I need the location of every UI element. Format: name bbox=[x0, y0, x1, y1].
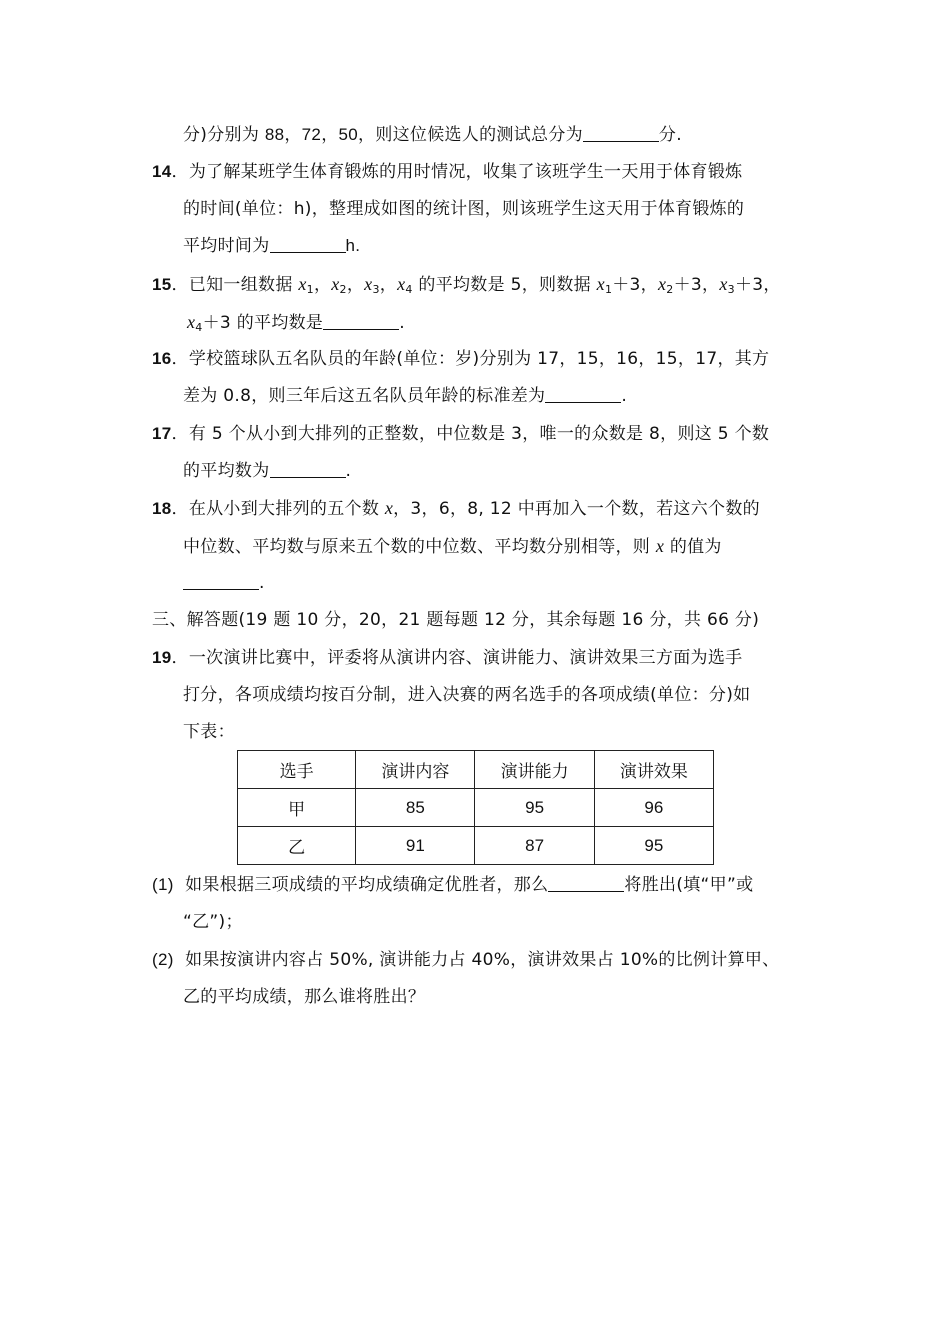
separator: ， bbox=[763, 275, 781, 295]
q16-answer-blank[interactable] bbox=[545, 384, 621, 403]
q18-line-1 bbox=[152, 495, 760, 522]
q18-answer-blank[interactable] bbox=[183, 571, 259, 590]
section-title-text: 三、解答题(19 题 10 分，20，21 题每题 12 分，其余每题 16 分，共 66 分) bbox=[152, 610, 760, 630]
variable-x: x bbox=[331, 274, 340, 294]
q14-unit: h. bbox=[345, 236, 361, 255]
section-3-title bbox=[152, 607, 759, 633]
q15-answer-blank[interactable] bbox=[323, 311, 399, 330]
q18-text: 中位数、平均数与原来五个数的中位数、平均数分别相等，则 bbox=[183, 537, 656, 557]
q18-text: ，3，6，8, 12 中再加入一个数，若这六个数的 bbox=[393, 499, 760, 519]
q19-part-2-line-1 bbox=[152, 947, 779, 973]
table-header-row bbox=[238, 751, 714, 789]
q16-text: 差为 0.8，则三年后这五名队员年龄的标准差为 bbox=[183, 386, 546, 406]
q19-p1-text: 将胜出(填“甲”或 bbox=[624, 875, 754, 895]
q18-line-3 bbox=[183, 570, 265, 596]
variable-x: x bbox=[719, 274, 728, 294]
q17-text: ．有 5 个从小到大排列的正整数，中位数是 3，唯一的众数是 8，则这 5 个数 bbox=[171, 424, 770, 444]
q19-text: ．一次演讲比赛中，评委将从演讲内容、演讲能力、演讲效果三方面为选手 bbox=[171, 648, 743, 668]
variable-x: x bbox=[655, 536, 665, 556]
q18-text: 的值为 bbox=[664, 537, 722, 557]
question-number: 18 bbox=[152, 499, 172, 518]
q19-line-2 bbox=[183, 682, 750, 708]
q14-answer-blank[interactable] bbox=[270, 234, 346, 253]
q13-answer-blank[interactable] bbox=[583, 123, 659, 142]
plus-three: ＋3 bbox=[734, 275, 764, 295]
q19-line-1 bbox=[152, 645, 742, 671]
table-cell: 85 bbox=[356, 789, 475, 827]
table-cell: 95 bbox=[475, 789, 594, 827]
table-header-cell: 选手 bbox=[238, 751, 356, 789]
subscript: 3 bbox=[372, 283, 380, 296]
subscript: 1 bbox=[604, 283, 613, 296]
table-cell: 乙 bbox=[238, 827, 356, 865]
q19-text: 下表： bbox=[183, 722, 235, 742]
period: . bbox=[259, 573, 265, 593]
subscript: 3 bbox=[727, 283, 735, 296]
table-cell: 96 bbox=[594, 789, 713, 827]
q17-line-2 bbox=[183, 458, 351, 484]
q18-text: ．在从小到大排列的五个数 bbox=[171, 499, 385, 519]
q19-p2-text: 乙的平均成绩，那么谁将胜出？ bbox=[183, 987, 426, 1007]
q14-text: ．为了解某班学生体育锻炼的用时情况，收集了该班学生一天用于体育锻炼 bbox=[171, 162, 743, 182]
q19-part-1-line-1 bbox=[152, 872, 753, 898]
q15-line-2 bbox=[187, 309, 405, 336]
separator: ， bbox=[379, 275, 398, 295]
q17-line-1 bbox=[152, 421, 769, 447]
q19-p2-text: 如果按演讲内容占 50%, 演讲能力占 40%，演讲效果占 10%的比例计算甲、 bbox=[185, 950, 780, 970]
q14-line-3 bbox=[183, 233, 360, 259]
q17-answer-blank[interactable] bbox=[270, 459, 346, 478]
score-table bbox=[237, 750, 714, 865]
separator: ， bbox=[640, 275, 658, 295]
table-header-cell: 演讲内容 bbox=[356, 751, 475, 789]
q14-text: 的时间(单位：h)，整理成如图的统计图，则该班学生这天用于体育锻炼的 bbox=[183, 199, 745, 219]
period: . bbox=[399, 313, 405, 333]
q13-tail-line bbox=[183, 122, 682, 148]
separator: ， bbox=[702, 275, 720, 295]
q19-part-2-line-2 bbox=[183, 984, 425, 1010]
q15-text: 的平均数是 5，则数据 bbox=[412, 275, 597, 295]
q14-line-2 bbox=[183, 196, 744, 222]
variable-x: x bbox=[298, 274, 307, 294]
subscript: 4 bbox=[195, 321, 203, 334]
q19-p1-text: 如果根据三项成绩的平均成绩确定优胜者，那么 bbox=[185, 875, 549, 895]
table-header-cell: 演讲能力 bbox=[475, 751, 594, 789]
q17-text: 的平均数为 bbox=[183, 461, 270, 481]
question-number: 19 bbox=[152, 648, 172, 667]
subscript: 1 bbox=[306, 283, 314, 296]
question-number: 15 bbox=[152, 275, 172, 294]
variable-x: x bbox=[384, 498, 394, 518]
question-number: 14 bbox=[152, 162, 172, 181]
separator: ， bbox=[346, 275, 365, 295]
variable-x: x bbox=[364, 274, 373, 294]
q13-score-2: 72 bbox=[301, 125, 322, 144]
q16-line-2 bbox=[183, 383, 627, 409]
q13-score-3: 50 bbox=[338, 125, 359, 144]
q19-p1-answer-blank[interactable] bbox=[548, 873, 624, 892]
q13-separator: ， bbox=[284, 125, 302, 145]
table-cell: 甲 bbox=[238, 789, 356, 827]
subscript: 2 bbox=[339, 283, 347, 296]
sub-question-label: (1) bbox=[152, 875, 174, 894]
sub-question-label: (2) bbox=[152, 950, 174, 969]
table-cell: 95 bbox=[594, 827, 713, 865]
variable-x: x bbox=[187, 312, 196, 332]
subscript: 2 bbox=[666, 283, 674, 296]
plus-three: ＋3 bbox=[673, 275, 703, 295]
plus-three: ＋3 bbox=[612, 275, 641, 295]
q19-line-3 bbox=[183, 719, 235, 745]
table-row bbox=[238, 789, 714, 827]
period: . bbox=[621, 386, 628, 406]
q19-p1-text: “乙”)； bbox=[183, 912, 243, 932]
q14-text: 平均时间为 bbox=[183, 236, 270, 256]
q19-text: 打分，各项成绩均按百分制，进入决赛的两名选手的各项成绩(单位：分)如 bbox=[183, 685, 751, 705]
q13-separator: ， bbox=[321, 125, 339, 145]
q15-text: ．已知一组数据 bbox=[171, 275, 299, 295]
q19-part-1-line-2 bbox=[183, 909, 243, 935]
table-header-cell: 演讲效果 bbox=[594, 751, 713, 789]
table-cell: 91 bbox=[356, 827, 475, 865]
question-number: 17 bbox=[152, 424, 172, 443]
q13-text: 分)分别为 bbox=[183, 125, 265, 145]
q13-text: 分. bbox=[658, 125, 682, 145]
q16-line-1 bbox=[152, 346, 769, 372]
q14-line-1 bbox=[152, 159, 742, 185]
q13-score-1: 88 bbox=[264, 125, 285, 144]
subscript: 4 bbox=[405, 283, 413, 296]
variable-x: x bbox=[397, 274, 406, 294]
variable-x: x bbox=[596, 274, 605, 294]
separator: ， bbox=[313, 275, 332, 295]
q15-line-1 bbox=[152, 271, 781, 298]
q13-text: ，则这位候选人的测试总分为 bbox=[358, 125, 583, 145]
question-number: 16 bbox=[152, 349, 172, 368]
q15-text: ＋3 的平均数是 bbox=[202, 313, 324, 333]
table-row bbox=[238, 827, 714, 865]
variable-x: x bbox=[657, 274, 667, 294]
table-cell: 87 bbox=[475, 827, 594, 865]
q16-text: ．学校篮球队五名队员的年龄(单位：岁)分别为 17，15，16，15，17，其方 bbox=[171, 349, 770, 369]
period: . bbox=[345, 461, 352, 481]
q18-line-2 bbox=[183, 533, 722, 560]
